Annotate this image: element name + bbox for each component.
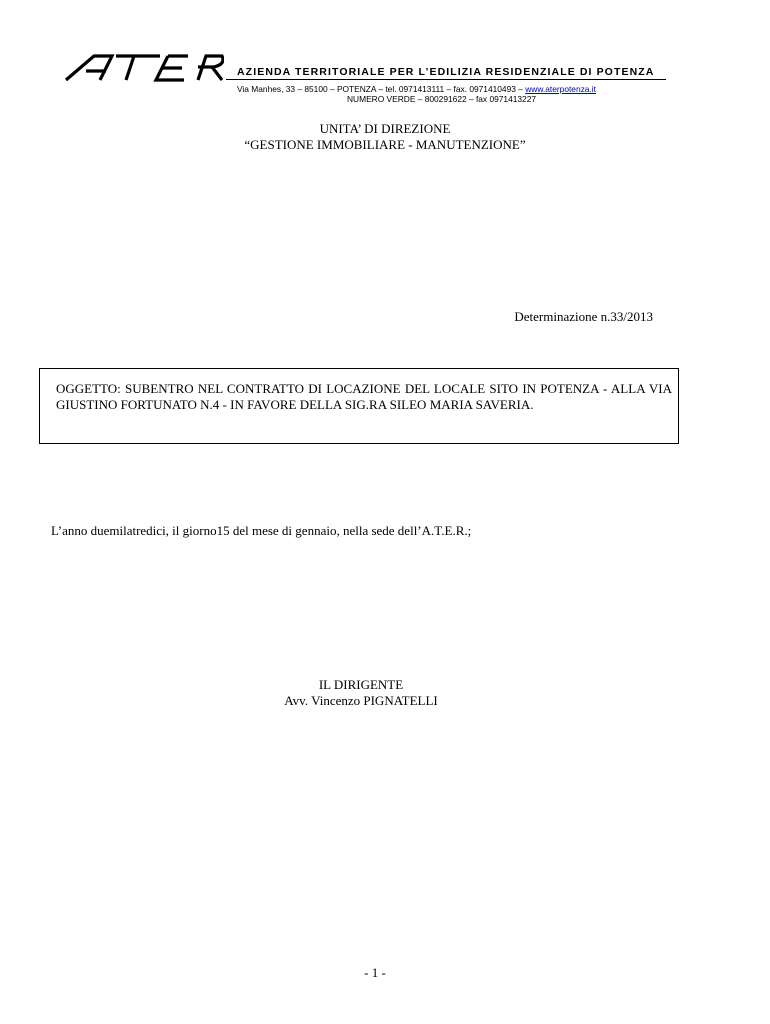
signature-name: Avv. Vincenzo PIGNATELLI [284, 693, 438, 708]
website-link[interactable]: www.aterpotenza.it [525, 84, 596, 94]
unit-subtitle: “GESTIONE IMMOBILIARE - MANUTENZIONE” [244, 137, 526, 152]
address-text: Via Manhes, 33 – 85100 – POTENZA – tel. 0971413111 – fax. 0971410493 – [237, 84, 526, 94]
subject-box [39, 368, 679, 444]
contact-line: NUMERO VERDE – 800291622 – fax 0971413227 [347, 94, 537, 104]
header-rule [226, 79, 666, 80]
determination-number: Determinazione n.33/2013 [514, 309, 653, 324]
ater-logo [64, 53, 224, 83]
intro-paragraph: L’anno duemilatredici, il giorno15 del mese di gennaio, nella sede dell’A.T.E.R.; [51, 523, 472, 538]
organization-name: AZIENDA TERRITORIALE PER L’EDILIZIA RESIDENZIALE DI POTENZA [237, 66, 655, 78]
unit-title: UNITA’ DI DIREZIONE [319, 121, 451, 136]
signature-title: IL DIRIGENTE [318, 677, 404, 692]
subject-text: OGGETTO: SUBENTRO NEL CONTRATTO DI LOCAZIONE DEL LOCALE SITO IN POTENZA - ALLA VIA GIUSTINO FORTUNATO N.4 - IN FAVORE DELLA SIG.RA SILEO MARIA SAVERIA. [56, 381, 672, 412]
address-line [237, 84, 596, 94]
page-number: - 1 - [364, 965, 386, 980]
